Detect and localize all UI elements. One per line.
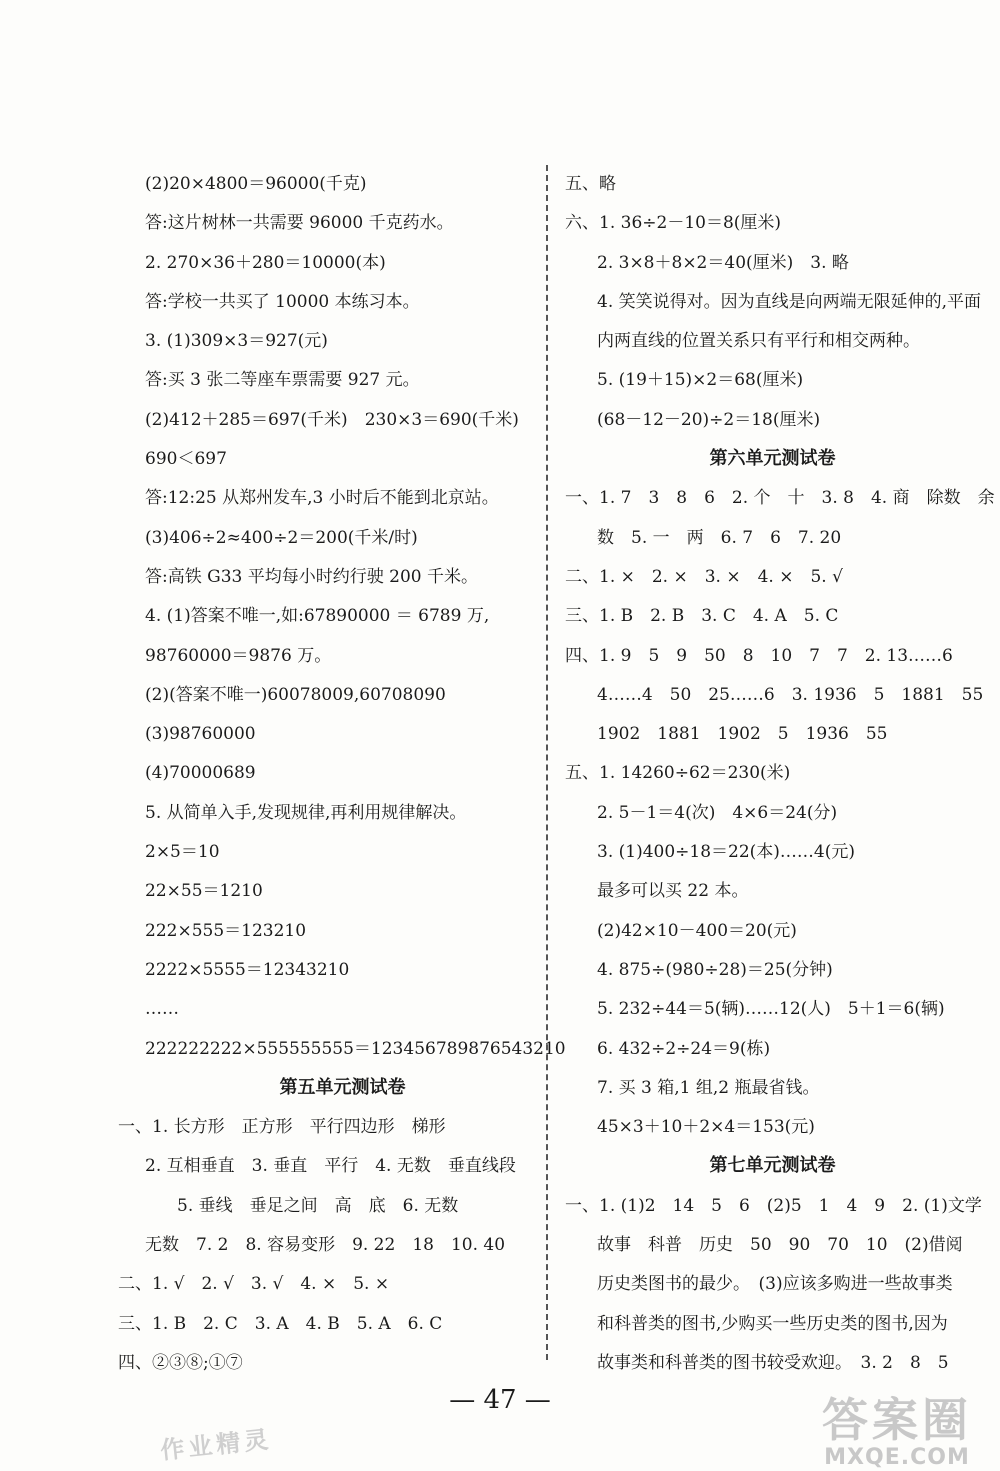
- answer-line: 4. 875÷(980÷28)＝25(分钟): [597, 959, 833, 980]
- answer-line: 2×5＝10: [145, 842, 220, 863]
- answer-line: 2. 5－1＝4(次) 4×6＝24(分): [597, 802, 838, 823]
- answer-line: 三、1. B 2. B 3. C 4. A 5. C: [565, 606, 839, 627]
- answer-line: 690＜697: [145, 449, 227, 470]
- section-heading: 第五单元测试卷: [279, 1076, 406, 1098]
- answer-line: 6. 432÷2÷24＝9(栋): [597, 1038, 771, 1059]
- answer-line: 222222222×555555555＝123456789876543210: [145, 1038, 566, 1059]
- left-column: [118, 168, 566, 1386]
- answer-line: 22×55＝1210: [145, 881, 263, 902]
- answer-line: 4. 笑笑说得对。因为直线是向两端无限延伸的,平面: [597, 291, 982, 312]
- page-number: — 47 —: [449, 1385, 551, 1415]
- answer-line: 二、1. × 2. × 3. × 4. × 5. √: [565, 566, 843, 587]
- answer-line: 3. (1)400÷18＝22(本)……4(元): [597, 842, 856, 863]
- answer-line: 222×555＝123210: [145, 920, 307, 941]
- answer-line: (2)(答案不唯一)60078009,60708090: [145, 684, 446, 705]
- answer-line: 答:买 3 张二等座车票需要 927 元。: [145, 370, 420, 391]
- answer-line: ……: [145, 999, 179, 1020]
- answer-line: 答:12:25 从郑州发车,3 小时后不能到北京站。: [145, 488, 499, 509]
- answer-line: 无数 7. 2 8. 容易变形 9. 22 18 10. 40: [145, 1235, 506, 1256]
- answer-line: (2)20×4800＝96000(千克): [145, 174, 367, 194]
- answer-line: 2. 互相垂直 3. 垂直 平行 4. 无数 垂直线段: [145, 1156, 516, 1177]
- answer-line: 答:学校一共买了 10000 本练习本。: [145, 291, 420, 312]
- answer-line: 98760000＝9876 万。: [145, 645, 332, 666]
- answer-line: 六、1. 36÷2－10＝8(厘米): [565, 213, 782, 234]
- answer-line: 2222×5555＝12343210: [145, 959, 350, 980]
- section-heading: 第六单元测试卷: [709, 448, 836, 470]
- answer-line: (3)98760000: [145, 724, 256, 745]
- answer-line: 5. 垂线 垂足之间 高 底 6. 无数: [177, 1195, 459, 1216]
- answer-line: (3)406÷2≈400÷2＝200(千米/时): [145, 527, 418, 548]
- answer-line: (4)70000689: [145, 763, 256, 784]
- answer-line: 3. (1)309×3＝927(元): [145, 331, 328, 352]
- answer-line: 五、1. 14260÷62＝230(米): [565, 763, 791, 784]
- answer-line: 一、1. (1)2 14 5 6 (2)5 1 4 9 2. (1)文学: [565, 1195, 982, 1216]
- answer-line: 四、1. 9 5 9 50 8 10 7 7 2. 13……6: [565, 645, 953, 666]
- answer-line: 五、略: [565, 174, 616, 194]
- answer-line: 5. 从简单入手,发现规律,再利用规律解决。: [145, 802, 467, 823]
- answer-line: 7. 买 3 箱,1 组,2 瓶最省钱。: [597, 1077, 820, 1098]
- answer-line: 5. 232÷44＝5(辆)……12(人) 5＋1＝6(辆): [597, 999, 945, 1020]
- answer-line: 5. (19＋15)×2＝68(厘米): [597, 370, 804, 391]
- answer-line: 数 5. 一 两 6. 7 6 7. 20: [597, 527, 842, 548]
- answer-line: (2)412＋285＝697(千米) 230×3＝690(千米): [145, 409, 519, 430]
- answer-line: 一、1. 长方形 正方形 平行四边形 梯形: [118, 1117, 446, 1138]
- watermark-main: 答案圈: [822, 1393, 972, 1447]
- stamp-text: 作业精灵: [159, 1424, 274, 1465]
- answer-line: 最多可以买 22 本。: [597, 881, 749, 902]
- section-heading: 第七单元测试卷: [709, 1155, 836, 1177]
- watermark: [802, 1395, 992, 1471]
- answer-line: 2. 270×36＋280＝10000(本): [145, 252, 386, 273]
- answer-line: 答:高铁 G33 平均每小时约行驶 200 千米。: [145, 566, 479, 587]
- answer-line: 二、1. √ 2. √ 3. √ 4. × 5. ×: [118, 1274, 390, 1295]
- answer-line: 答:这片树林一共需要 96000 千克药水。: [145, 213, 454, 234]
- column-divider: [546, 165, 548, 1360]
- right-column: [565, 168, 995, 1386]
- answer-line: 内两直线的位置关系只有平行和相交两种。: [597, 331, 920, 352]
- answer-line: 1902 1881 1902 5 1936 55: [597, 724, 888, 745]
- answer-line: 四、②③⑧;①⑦: [118, 1352, 243, 1373]
- answer-line: 4……4 50 25……6 3. 1936 5 1881 55: [597, 684, 984, 705]
- answer-line: 故事类和科普类的图书较受欢迎。 3. 2 8 5: [597, 1352, 949, 1373]
- answer-line: 和科普类的图书,少购买一些历史类的图书,因为: [597, 1313, 948, 1334]
- answer-line: 2. 3×8＋8×2＝40(厘米) 3. 略: [597, 252, 849, 273]
- answer-line: 历史类图书的最少。 (3)应该多购进一些故事类: [597, 1274, 953, 1295]
- answer-line: 三、1. B 2. C 3. A 4. B 5. A 6. C: [118, 1313, 443, 1334]
- answer-line: 45×3＋10＋2×4＝153(元): [597, 1117, 815, 1138]
- answer-line: 4. (1)答案不唯一,如:67890000 ＝ 6789 万,: [145, 606, 490, 627]
- watermark-url: MXQE.COM: [824, 1445, 970, 1470]
- answer-line: 故事 科普 历史 50 90 70 10 (2)借阅: [597, 1235, 963, 1256]
- answer-line: 一、1. 7 3 8 6 2. 个 十 3. 8 4. 商 除数 余: [565, 488, 995, 509]
- answer-line: (2)42×10－400＝20(元): [597, 920, 797, 941]
- answer-line: (68－12－20)÷2＝18(厘米): [597, 409, 821, 430]
